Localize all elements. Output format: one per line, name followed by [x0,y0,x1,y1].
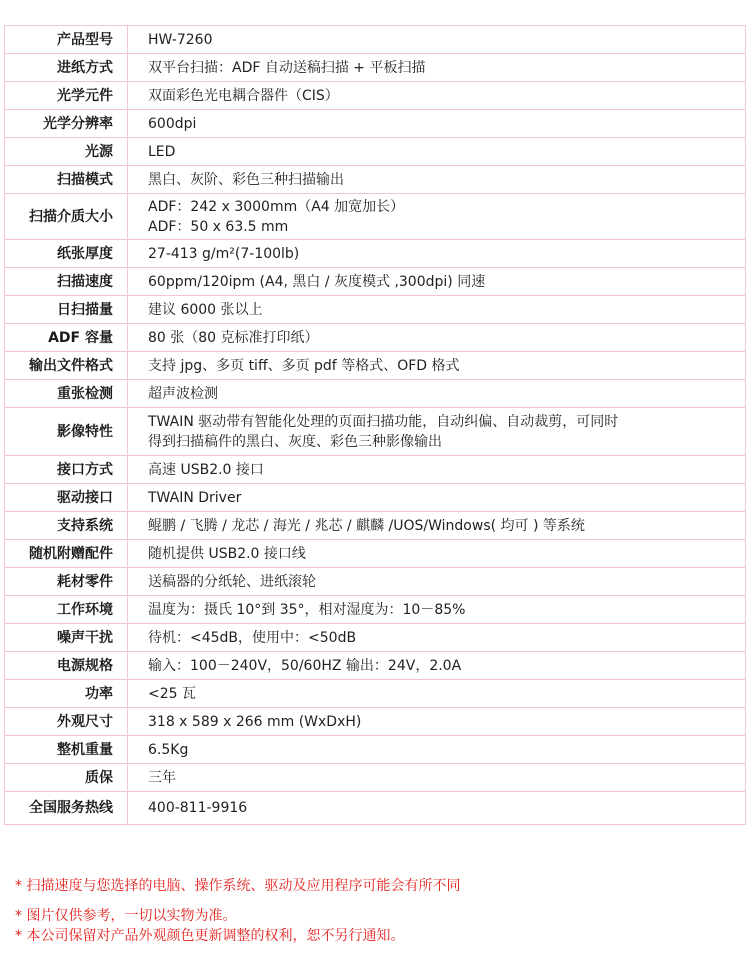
spec-row [5,82,746,110]
spec-label: 耗材零件 [5,568,128,596]
spec-value [128,456,746,484]
spec-row [5,138,746,166]
spec-row [5,680,746,708]
spec-row [5,240,746,268]
spec-label: 扫描速度 [5,268,128,296]
spec-row [5,540,746,568]
spec-label: 纸张厚度 [5,240,128,268]
spec-value-line: 400-811-9916 [148,800,248,816]
spec-row [5,380,746,408]
spec-value-line: 黑白、灰阶、彩色三种扫描输出 [148,171,344,188]
spec-value-line: 27-413 g/m²(7-100lb) [148,245,300,262]
spec-row [5,484,746,512]
spec-value-line: 随机提供 USB2.0 接口线 [148,545,306,562]
spec-value-line: 温度为：摄氏 10°到 35°，相对湿度为：10－85% [148,601,466,618]
spec-value [128,194,746,240]
spec-value [128,352,746,380]
spec-row [5,166,746,194]
spec-label: 支持系统 [5,512,128,540]
spec-label: 工作环境 [5,596,128,624]
spec-value [128,652,746,680]
spec-row [5,26,746,54]
spec-value [128,138,746,166]
spec-row [5,352,746,380]
spec-label: 功率 [5,680,128,708]
note-speed: * 扫描速度与您选择的电脑、操作系统、驱动及应用程序可能会有所不同 [15,878,461,894]
spec-label: 输出文件格式 [5,352,128,380]
spec-value [128,26,746,54]
spec-row [5,456,746,484]
spec-value-line: 双平台扫描：ADF 自动送稿扫描 + 平板扫描 [148,59,426,76]
spec-value [128,54,746,82]
spec-label: 随机附赠配件 [5,540,128,568]
spec-row [5,736,746,764]
spec-label: 质保 [5,764,128,792]
spec-value-line: 600dpi [148,115,197,132]
spec-label: 接口方式 [5,456,128,484]
spec-value-line: ADF：50 x 63.5 mm [148,218,289,235]
spec-value [128,82,746,110]
spec-value [128,568,746,596]
spec-label: 噪声干扰 [5,624,128,652]
spec-value [128,540,746,568]
spec-label: 日扫描量 [5,296,128,324]
spec-row [5,54,746,82]
spec-row [5,194,746,240]
spec-value [128,484,746,512]
spec-value-line: 高速 USB2.0 接口 [148,461,264,478]
spec-label: 进纸方式 [5,54,128,82]
spec-value-line: 6.5Kg [148,741,189,758]
spec-row [5,568,746,596]
spec-label: 全国服务热线 [5,792,128,825]
spec-value [128,764,746,792]
spec-value-line: 得到扫描稿件的黑白、灰度、彩色三种影像输出 [148,433,442,450]
spec-row [5,512,746,540]
spec-table [4,25,746,825]
spec-value [128,512,746,540]
spec-value [128,708,746,736]
spec-value-line: TWAIN 驱动带有智能化处理的页面扫描功能，自动纠偏、自动裁剪，可同时 [148,413,619,430]
spec-value-line: 支持 jpg、多页 tiff、多页 pdf 等格式、OFD 格式 [148,357,460,374]
spec-label: 产品型号 [5,26,128,54]
spec-row [5,296,746,324]
spec-label: 驱动接口 [5,484,128,512]
note-rights: * 本公司保留对产品外观颜色更新调整的权利，恕不另行通知。 [15,928,405,944]
spec-row [5,596,746,624]
spec-value-line: LED [148,143,176,160]
spec-label: 重张检测 [5,380,128,408]
spec-label: 扫描介质大小 [5,194,128,240]
spec-label: 光学元件 [5,82,128,110]
spec-value [128,736,746,764]
note-image: * 图片仅供参考，一切以实物为准。 [15,908,237,924]
spec-value-line: 60ppm/120ipm (A4, 黑白 / 灰度模式 ,300dpi) 同速 [148,273,486,290]
spec-row [5,764,746,792]
spec-value [128,240,746,268]
spec-value-line: ADF：242 x 3000mm（A4 加宽加长） [148,198,405,215]
spec-value-line: 双面彩色光电耦合器件（CIS） [148,87,339,104]
spec-label: 整机重量 [5,736,128,764]
spec-value-line: TWAIN Driver [148,489,242,506]
spec-value [128,268,746,296]
spec-value-line: 318 x 589 x 266 mm (WxDxH) [148,713,362,730]
spec-value [128,166,746,194]
spec-value [128,296,746,324]
spec-value [128,792,746,825]
spec-label: 影像特性 [5,408,128,456]
spec-row [5,792,746,825]
spec-value-line: 鲲鹏 / 飞腾 / 龙芯 / 海光 / 兆芯 / 麒麟 /UOS/Windows( 均可 ) 等系统 [148,517,585,534]
spec-label: 扫描模式 [5,166,128,194]
spec-row [5,110,746,138]
spec-label: 外观尺寸 [5,708,128,736]
spec-value-line: 三年 [148,769,176,786]
spec-value-line: <25 瓦 [148,685,196,702]
spec-row [5,708,746,736]
spec-row [5,268,746,296]
spec-value-line: 送稿器的分纸轮、进纸滚轮 [148,573,316,590]
spec-row [5,324,746,352]
spec-row [5,652,746,680]
spec-value [128,324,746,352]
spec-value-line: HW-7260 [148,31,213,48]
spec-value [128,110,746,138]
spec-value [128,680,746,708]
spec-value [128,380,746,408]
spec-value [128,596,746,624]
spec-value-line: 输入：100－240V，50/60HZ 输出：24V，2.0A [148,657,462,674]
spec-label: ADF 容量 [5,324,128,352]
footnotes [15,876,735,946]
spec-label: 光学分辨率 [5,110,128,138]
spec-value [128,624,746,652]
spec-value-line: 80 张（80 克标准打印纸） [148,329,319,346]
spec-label: 光源 [5,138,128,166]
spec-value [128,408,746,456]
spec-row [5,624,746,652]
spec-value-line: 建议 6000 张以上 [148,301,263,318]
spec-row [5,408,746,456]
spec-value-line: 超声波检测 [148,385,218,402]
spec-value-line: 待机：<45dB，使用中：<50dB [148,629,357,646]
spec-label: 电源规格 [5,652,128,680]
